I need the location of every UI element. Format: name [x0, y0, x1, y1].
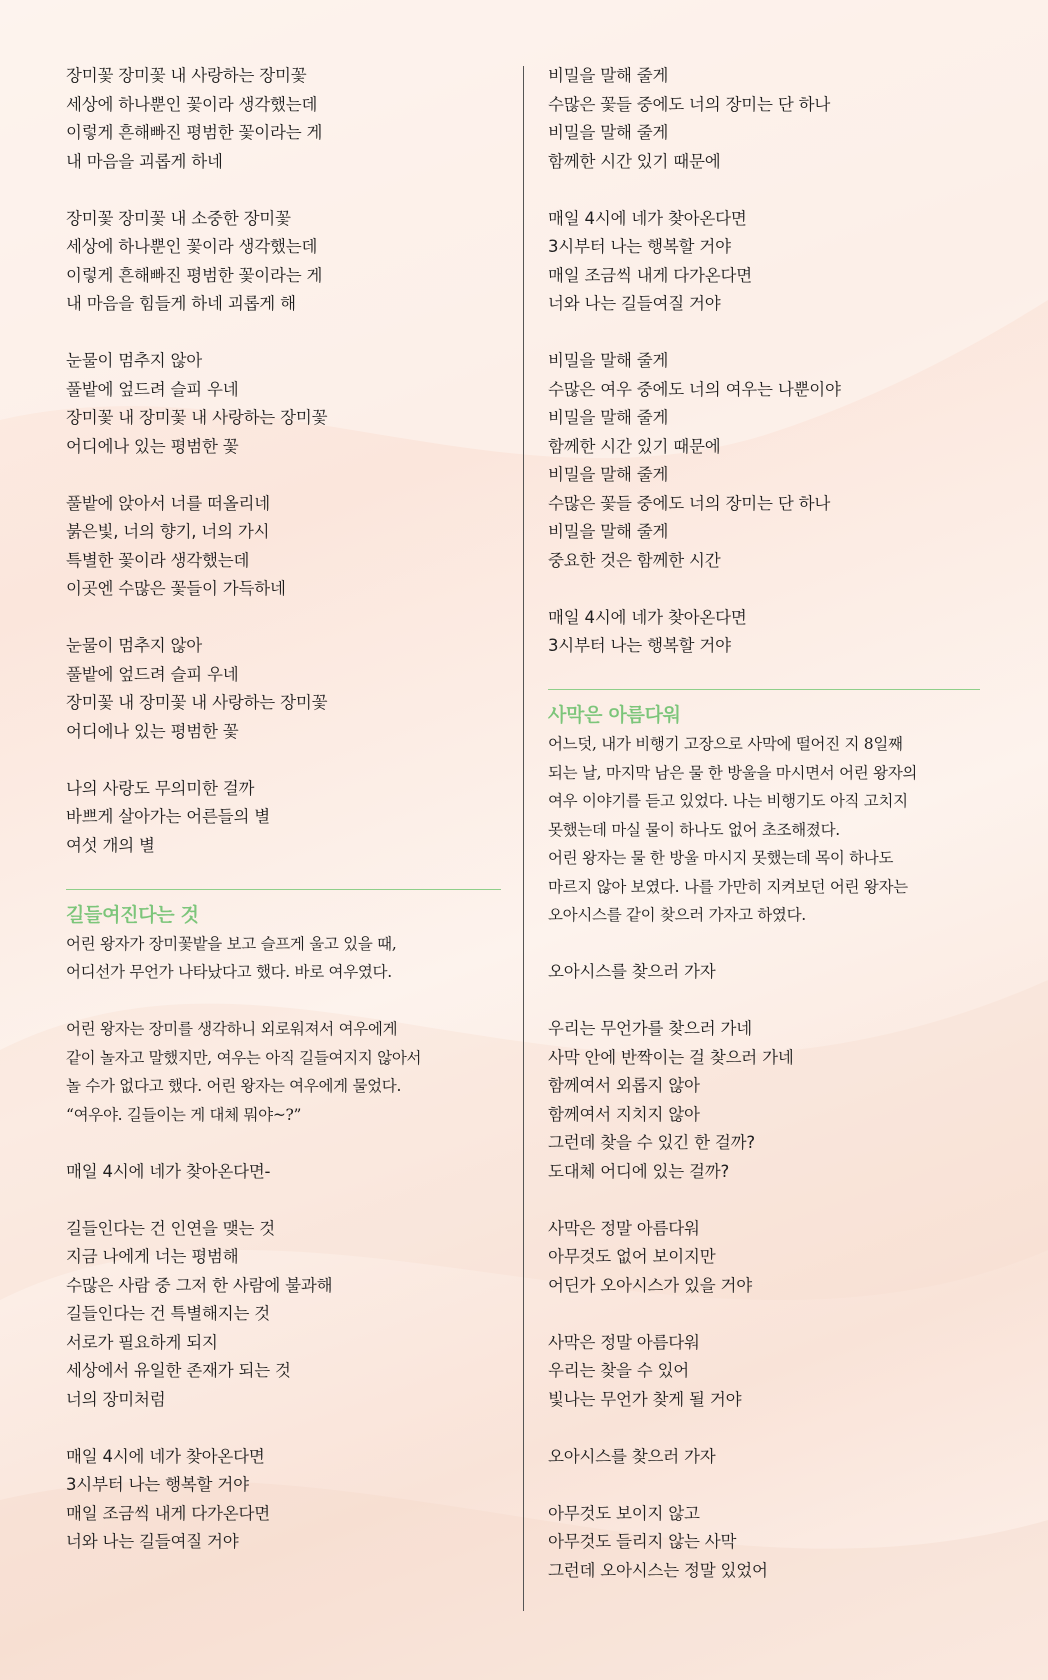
prose-line: 어린 왕자는 장미를 생각하니 외로워져서 여우에게	[66, 1020, 398, 1038]
lyric-line: 비밀을 말해 줄게	[548, 522, 669, 541]
lyric-line: 수많은 꽃들 중에도 너의 장미는 단 하나	[548, 493, 831, 513]
lyric-line: 비밀을 말해 줄게	[548, 408, 669, 427]
lyric-line: 세상에서 유일한 존재가 되는 것	[66, 1361, 291, 1380]
lyric-line: 매일 조금씩 내게 다가온다면	[548, 265, 753, 285]
lyric-line: 함께한 시간 있기 때문에	[548, 436, 721, 456]
left-column	[66, 62, 501, 1585]
lyric-line: 비밀을 말해 줄게	[548, 123, 669, 142]
lyrics-stanza	[66, 62, 501, 176]
lyric-line: 매일 4시에 네가 찾아온다면	[66, 1446, 265, 1466]
lyric-line: 장미꽃 장미꽃 내 소중한 장미꽃	[66, 208, 291, 228]
lyric-line: 빛나는 무언가 찾게 될 거야	[548, 1389, 742, 1409]
lyric-line: 서로가 필요하게 되지	[66, 1332, 218, 1352]
lyric-line: 아무것도 보이지 않고	[548, 1503, 700, 1523]
lyric-line: 중요한 것은 함께한 시간	[548, 550, 721, 570]
lyric-line: 길들인다는 건 인연을 맺는 것	[66, 1218, 276, 1238]
section-title: 길들여진다는 것	[66, 903, 199, 926]
prose-line: 여우 이야기를 듣고 있었다. 나는 비행기도 아직 고치지	[548, 792, 908, 810]
lyric-line: 장미꽃 내 장미꽃 내 사랑하는 장미꽃	[66, 408, 328, 427]
lyrics-stanza	[66, 1215, 501, 1415]
prose-line: 되는 날, 마지막 남은 물 한 방울을 마시면서 어린 왕자의	[548, 763, 918, 782]
lyric-line: 수많은 사람 중 그저 한 사람에 불과해	[66, 1275, 333, 1295]
lyrics-stanza	[66, 347, 501, 461]
right-column	[548, 62, 980, 1614]
prose-line: 어린 왕자는 물 한 방울 마시지 못했는데 목이 하나도	[548, 849, 894, 867]
lyric-line: 3시부터 나는 행복할 거야	[548, 636, 731, 655]
lyrics-stanza	[66, 205, 501, 319]
lyric-line: 눈물이 멈추지 않아	[66, 351, 203, 370]
lyric-line: 우리는 찾을 수 있어	[548, 1361, 690, 1380]
lyric-line: 사막 안에 반짝이는 걸 찾으러 가네	[548, 1047, 794, 1067]
lyrics-stanza	[548, 1329, 980, 1415]
column-divider	[523, 66, 524, 1611]
lyric-line: 함께여서 외롭지 않아	[548, 1076, 700, 1095]
lyric-line: 이렇게 흔해빠진 평범한 꽃이라는 게	[66, 123, 323, 142]
lyric-line: 너의 장미처럼	[66, 1389, 166, 1409]
section-rule	[66, 889, 501, 890]
lyric-line: 지금 나에게 너는 평범해	[66, 1247, 239, 1266]
section-rule	[548, 689, 980, 690]
prose-line: “여우야. 길들이는 게 대체 뭐야~?”	[66, 1105, 302, 1124]
prose-paragraph	[66, 1015, 501, 1129]
prose-line: 놀 수가 없다고 했다. 어린 왕자는 여우에게 물었다.	[66, 1077, 402, 1095]
lyric-line: 내 마음을 힘들게 하네 괴롭게 해	[66, 294, 296, 313]
lyrics-stanza	[66, 1443, 501, 1557]
lyric-line: 눈물이 멈추지 않아	[66, 636, 203, 655]
lyrics-stanza	[548, 1215, 980, 1301]
prose-paragraph	[66, 930, 501, 987]
prose-line: 어린 왕자가 장미꽃밭을 보고 슬프게 울고 있을 때,	[66, 934, 397, 953]
lyric-line: 특별한 꽃이라 생각했는데	[66, 550, 250, 570]
lyric-line: 우리는 무언가를 찾으러 가네	[548, 1019, 753, 1038]
lyric-line: 그런데 오아시스는 정말 있었어	[548, 1560, 768, 1580]
lyric-line: 어딘가 오아시스가 있을 거야	[548, 1275, 753, 1295]
lyrics-stanza	[548, 347, 980, 575]
lyrics-stanza	[548, 1015, 980, 1186]
prose-line: 어느덧, 내가 비행기 고장으로 사막에 떨어진 지 8일째	[548, 735, 903, 753]
lyric-line: 함께여서 지치지 않아	[548, 1104, 700, 1124]
lyric-line: 수많은 여우 중에도 너의 여우는 나뿐이야	[548, 379, 841, 399]
lyric-line: 함께한 시간 있기 때문에	[548, 151, 721, 171]
lyric-line: 풀밭에 엎드려 슬피 우네	[66, 379, 239, 399]
lyric-line: 너와 나는 길들여질 거야	[66, 1532, 239, 1551]
section-title: 사막은 아름다워	[548, 704, 681, 726]
lyrics-stanza	[66, 775, 501, 861]
lyric-line: 바쁘게 살아가는 어른들의 별	[66, 807, 271, 826]
lyric-line: 붉은빛, 너의 향기, 너의 가시	[66, 522, 270, 541]
lyric-line: 풀밭에 엎드려 슬피 우네	[66, 664, 239, 684]
lyric-line: 여섯 개의 별	[66, 835, 155, 855]
lyric-line: 길들인다는 건 특별해지는 것	[66, 1304, 271, 1323]
lyric-line: 나의 사랑도 무의미한 걸까	[66, 778, 255, 798]
lyric-line: 매일 4시에 네가 찾아온다면	[548, 208, 747, 228]
lyric-line: 내 마음을 괴롭게 하네	[66, 151, 223, 171]
prose-line: 못했는데 마실 물이 하나도 없어 초조해졌다.	[548, 820, 840, 839]
lyrics-stanza	[548, 1500, 980, 1586]
lyric-line: 풀밭에 앉아서 너를 떠올리네	[66, 493, 271, 513]
lyrics-stanza	[66, 632, 501, 746]
lyrics-stanza	[548, 1443, 980, 1472]
lyric-line: 세상에 하나뿐인 꽃이라 생각했는데	[66, 237, 318, 256]
prose-line: 마르지 않아 보였다. 나를 가만히 지켜보던 어린 왕자는	[548, 877, 908, 896]
lyrics-stanza	[66, 490, 501, 604]
lyric-line: 오아시스를 찾으러 가자	[548, 1446, 716, 1466]
lyric-line: 그런데 찾을 수 있긴 한 걸까?	[548, 1133, 755, 1152]
lyric-line: 도대체 어디에 있는 걸까?	[548, 1161, 730, 1181]
lyric-line: 매일 4시에 네가 찾아온다면-	[66, 1161, 271, 1181]
lyric-line: 오아시스를 찾으러 가자	[548, 962, 716, 981]
lyric-line: 3시부터 나는 행복할 거야	[66, 1475, 249, 1494]
prose-line: 같이 놀자고 말했지만, 여우는 아직 길들여지지 않아서	[66, 1048, 422, 1067]
lyrics-stanza	[548, 604, 980, 661]
lyric-line: 매일 4시에 네가 찾아온다면	[548, 607, 747, 627]
lyric-line: 어디에나 있는 평범한 꽃	[66, 436, 239, 456]
lyric-line: 비밀을 말해 줄게	[548, 351, 669, 370]
prose-paragraph	[548, 730, 980, 930]
lyric-line: 세상에 하나뿐인 꽃이라 생각했는데	[66, 94, 318, 114]
lyric-line: 어디에나 있는 평범한 꽃	[66, 721, 239, 741]
lyric-line: 비밀을 말해 줄게	[548, 66, 669, 85]
lyric-line: 사막은 정말 아름다워	[548, 1218, 700, 1238]
prose-line: 어디선가 무언가 나타났다고 했다. 바로 여우였다.	[66, 963, 392, 981]
lyric-line: 장미꽃 장미꽃 내 사랑하는 장미꽃	[66, 66, 307, 85]
lyric-line: 너와 나는 길들여질 거야	[548, 294, 721, 313]
lyric-line: 장미꽃 내 장미꽃 내 사랑하는 장미꽃	[66, 693, 328, 712]
lyrics-stanza	[66, 1158, 501, 1187]
lyric-line: 매일 조금씩 내게 다가온다면	[66, 1503, 271, 1523]
lyric-line: 3시부터 나는 행복할 거야	[548, 237, 731, 256]
lyric-line: 이렇게 흔해빠진 평범한 꽃이라는 게	[66, 265, 323, 285]
lyric-line: 아무것도 없어 보이지만	[548, 1247, 716, 1266]
prose-line: 오아시스를 같이 찾으러 가자고 하였다.	[548, 906, 806, 924]
lyric-line: 비밀을 말해 줄게	[548, 465, 669, 484]
lyrics-stanza	[548, 958, 980, 987]
lyrics-stanza	[548, 205, 980, 319]
lyric-line: 수많은 꽃들 중에도 너의 장미는 단 하나	[548, 94, 831, 114]
lyric-line: 이곳엔 수많은 꽃들이 가득하네	[66, 579, 286, 598]
lyrics-stanza	[548, 62, 980, 176]
lyric-line: 아무것도 들리지 않는 사막	[548, 1532, 737, 1551]
lyric-line: 사막은 정말 아름다워	[548, 1332, 700, 1352]
